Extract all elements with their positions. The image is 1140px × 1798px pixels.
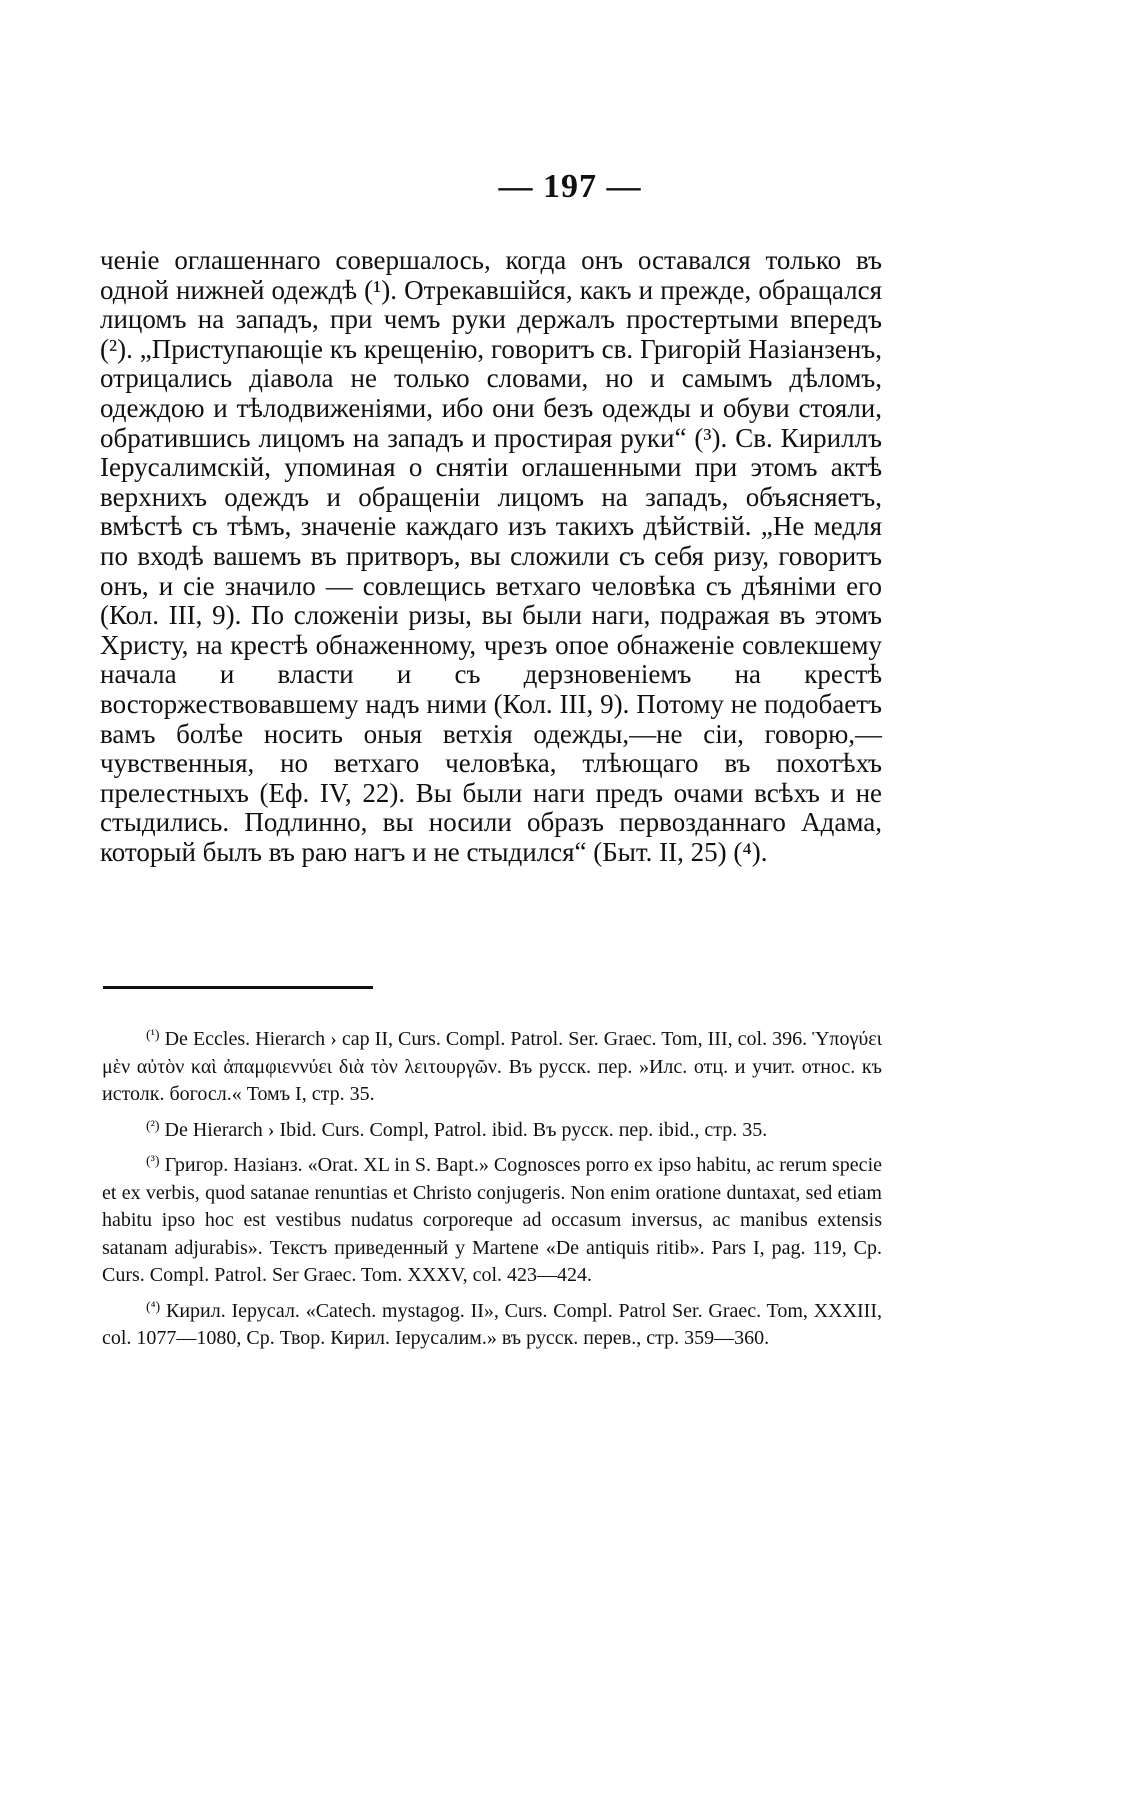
main-text [100,246,882,867]
footnote-text: Григор. Назіанз. «Orat. XL in S. Bapt.» Cognosces porro ex ipso habitu, ac rerum specie et ex verbis, quod satanae renuntias et Christo conjugeris. Non enim oratione duntaxat, sed etiam habitu ipso hoc est vestibus nudatus corporeque ad occasum inversus, ac manibus extensis satanam adjurabis». Текстъ приведенный у Martene «De antiquis ritib». Pars I, pag. 119, Ср. Curs. Compl. Patrol. Ser Graec. Tom. XXXV, col. 423—424. [102,1154,882,1286]
footnotes [102,1022,882,1357]
footnote-4 [102,1294,882,1353]
footnote-divider [103,986,373,989]
footnote-3 [102,1148,882,1290]
footnote-text: Кирил. Іерусал. «Catech. mystagog. II», Curs. Compl. Patrol Ser. Graec. Tom, XXXIII, col. 1077—1080, Ср. Твор. Кирил. Іерусалим.» въ русск. перев., стр. 359—360. [102,1299,882,1349]
footnote-text: De Eccles. Hierarch › cap II, Curs. Compl. Patrol. Ser. Graec. Tom, III, col. 396. Ὑπογύει μὲν αὐτὸν καὶ ἀπαμφιεννύει διὰ τὸν λειτουργῶν. Въ русск. пер. »Илс. отц. и учит. относ. къ истолк. богосл.« Томъ I, стр. 35. [102,1028,882,1105]
footnote-1 [102,1022,882,1109]
footnote-mark: (¹) [146,1028,160,1043]
footnote-text: De Hierarch › Ibid. Curs. Compl, Patrol. ibid. Въ русск. пер. ibid., стр. 35. [164,1118,768,1141]
footnote-mark: (³) [146,1154,160,1169]
footnote-mark: (⁴) [146,1299,161,1315]
page-number: — 197 — [498,168,642,205]
main-paragraph: ченіе оглашеннаго совершалось, когда онъ оставался только въ одной нижней одеждѣ (¹). Отрекавшійся, какъ и прежде, обращался лицомъ на западъ, при чемъ руки держалъ простертыми впередъ (²). „Приступающіе къ крещенію, говоритъ св. Григорій Назіанзенъ, отрицались діавола не только словами, но и самымъ дѣломъ, одеждою и тѣлодвиженіями, ибо они безъ одежды и обуви стояли, обратившись лицомъ на западъ и простирая руки“ (³). Св. Кириллъ Іерусалимскій, упоминая о снятіи оглашенными при этомъ актѣ верхнихъ одеждъ и обращеніи лицомъ на западъ, объясняетъ, вмѣстѣ съ тѣмъ, значеніе каждаго изъ такихъ дѣйствій. „Не медля по входѣ вашемъ въ притворъ, вы сложили съ себя ризу, говоритъ онъ, и сіе значило — совлещись ветхаго человѣка съ дѣяніми его (Кол. III, 9). По сложеніи ризы, вы были наги, подражая въ этомъ Христу, на крестѣ обнаженному, чрезъ опое обнаженіе совлекшему начала и власти и съ дерзновеніемъ на крестѣ восторжествовавшему надъ ними (Кол. III, 9). Потому не подобаетъ вамъ болѣе носить оныя ветхія одежды,—не сіи, говорю,—чувственныя, но ветхаго человѣка, тлѣющаго въ похотѣхъ прелестныхъ (Еф. IV, 22). Вы были наги предъ очами всѣхъ и не стыдились. Подлинно, вы носили образъ первозданнаго Адама, который былъ въ раю нагъ и не стыдился“ (Быт. II, 25) (⁴). [100,245,882,867]
footnote-mark: (²) [146,1118,160,1134]
footnote-2 [102,1113,882,1145]
